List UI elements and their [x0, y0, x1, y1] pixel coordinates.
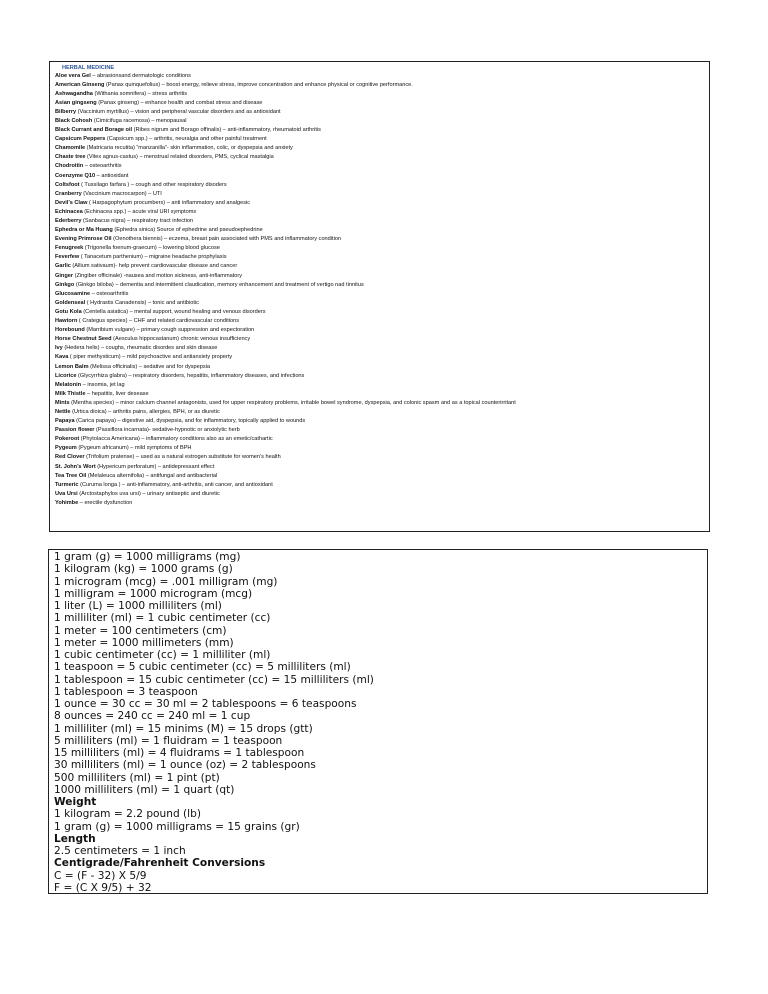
herb-entry	[55, 217, 709, 226]
herb-description: (Pygeum africanum) – mild symptoms of BPH	[76, 445, 192, 452]
herb-name: Black Currant and Borage oil	[55, 127, 133, 134]
herb-name: Chamomile	[55, 145, 86, 152]
herb-name: Coltsfoot	[55, 181, 80, 188]
herb-description: (Panax quinquefolius) – boost energy, relieve stress, improve concentration and enhance physical or cognitive performance.	[104, 81, 413, 88]
unit-conversion-line: 1000 milliliters (ml) = 1 quart (qt)	[54, 783, 235, 796]
herb-description: (Vitex agnus-castus) – menstrual related disorders, PMS, cyclical mastalgia	[85, 154, 274, 161]
herb-name: Milk Thistle	[55, 390, 86, 397]
herb-name: Ephedra or Ma Huang	[55, 227, 113, 234]
herb-description: (Trigonella foenum-graecum) – lowering blood glucose	[83, 245, 220, 252]
unit-conversion-line: 1 kilogram = 2.2 pound (lb)	[54, 808, 201, 821]
herb-entry	[55, 208, 709, 217]
herb-description: (Sanbacus nigra) – respiratory tract infection	[81, 218, 194, 224]
unit-list	[54, 551, 707, 894]
herb-entry	[55, 453, 709, 462]
herb-entry	[55, 72, 709, 81]
herb-name: Tea Tree Oil	[55, 472, 87, 479]
herb-name: Chodroitin	[55, 163, 84, 170]
herb-name: Fenugreek	[55, 245, 84, 252]
herb-entry	[55, 290, 709, 299]
herb-entry	[55, 253, 709, 262]
herb-description: ( Hydrastis Canadensis) – tonic and antibiotic	[85, 299, 199, 306]
herb-name: Aloe vera Gel	[55, 72, 91, 79]
unit-conversion-line: 1 gram (g) = 1000 milligrams = 15 grains (gr)	[54, 820, 300, 833]
herb-name: Kava	[55, 354, 69, 361]
herb-entry	[55, 481, 709, 490]
herb-name: Ginkgo	[55, 281, 75, 288]
herb-description: (Ephedra sinica) Source of ephedrine and pseudoephedrine	[112, 227, 263, 234]
herb-entry	[55, 81, 709, 90]
unit-conversion-line: 8 ounces = 240 cc = 240 ml = 1 cup	[54, 710, 251, 723]
herb-description: (Urtica dioica) – arthritis pains, allergies, BPH, or as diuretic	[70, 408, 220, 415]
herb-description: (Melissa officinalis) – sedative and for dyspepsia	[88, 363, 211, 370]
herb-entry	[55, 372, 709, 381]
herb-entry	[55, 262, 709, 271]
herb-name: Bilberry	[55, 108, 77, 115]
herb-entry	[55, 381, 709, 390]
herb-entry	[55, 390, 709, 399]
herb-name: Licorice	[55, 372, 77, 379]
herb-name: Feverfew	[55, 254, 80, 261]
herb-description: – osteoarthritis	[90, 290, 129, 297]
herb-name: Goldenseal	[55, 299, 86, 306]
herb-name: Black Cohosh	[55, 117, 93, 124]
herb-name: Yohimbe	[55, 499, 79, 506]
herb-entry	[55, 108, 709, 117]
unit-conversion-line: 1 meter = 1000 millimeters (mm)	[54, 636, 234, 649]
herb-entry	[55, 499, 709, 508]
herb-entry	[55, 363, 709, 372]
herb-name: Ginger	[55, 272, 74, 279]
herb-name: Cranberry	[55, 190, 82, 197]
herb-description: (Oenothera biennis) – eczema, breast pain associated with PMS and inflammatory condition	[111, 236, 342, 243]
herb-name: Ivy	[55, 345, 63, 352]
herb-name: Red Clover	[55, 454, 85, 461]
herb-name: Echinacea	[55, 208, 83, 215]
herb-description: ( Tussilago farfara ) – cough and other respiratory disoders	[79, 181, 227, 188]
herb-name: Ederberry	[55, 218, 82, 224]
unit-conversion-box	[48, 549, 708, 894]
herb-description: (Withania somnifera) – stress arthritis	[92, 90, 188, 97]
herb-name: Lemon Balm	[55, 363, 89, 370]
herb-name: St. John’s Wort	[55, 463, 96, 470]
herb-description: (Matricaria recutita) “manzanilla”- skin inflammation, colic, or dyspepsia and anxiety	[85, 145, 293, 152]
herb-entry	[55, 353, 709, 362]
herb-name: Pokeroot	[55, 436, 80, 443]
herb-name: American Ginseng	[55, 81, 105, 88]
herb-entry	[55, 472, 709, 481]
unit-conversion-line: 1 teaspoon = 5 cubic centimeter (cc) = 5 milliliters (ml)	[54, 661, 351, 674]
herb-name: Nettle	[55, 408, 71, 415]
unit-conversion-line: 1 gram (g) = 1000 milligrams (mg)	[54, 551, 241, 563]
herb-description: ( Harpagophytum procumbers) – anti inflammatory and analgesic	[87, 199, 251, 206]
unit-section-heading: Weight	[54, 796, 97, 808]
herb-entry	[55, 181, 709, 190]
herb-entry	[55, 162, 709, 171]
herb-description: ( Crategus species) – CHF and related cardiovascular conditions	[77, 318, 240, 325]
herb-entry	[55, 463, 709, 472]
herb-description: (Carica papaya) – digestive aid, dyspepsia, and for inflammatory, topically applied to wounds	[74, 418, 306, 425]
herb-entry	[55, 444, 709, 453]
herb-entry	[55, 117, 709, 126]
herb-name: Evening Primrose Oil	[55, 236, 112, 243]
unit-conversion-line: 1 cubic centimeter (cc) = 1 milliliter (ml)	[54, 649, 271, 661]
herb-description: (Allium sativaum)- help prevent cardiovascular disease and cancer	[70, 263, 238, 270]
herb-entry	[55, 153, 709, 162]
herbal-heading: HERBAL MEDICINE	[62, 65, 115, 71]
herb-entry	[55, 308, 709, 317]
herb-description: (Arctostaphylos uva ursi) – urinary antiseptic and diuretic	[77, 490, 220, 497]
herb-entry	[55, 490, 709, 499]
herb-name: Melatonin	[55, 381, 82, 388]
herb-description: (Ginkgo biloba) – dementia and intermittent claudication, memory enhancement and treatment of vertigo nad tinnitus	[74, 281, 364, 288]
herb-entry	[55, 144, 709, 153]
herb-name: Hawtorn	[55, 318, 78, 325]
herb-description: (Mentha species) – minor calcium channel antagonists, used for upper respiratory problems, irritable bowel syndrome, dyspepsia, and colonic spasm and as a topical counterirritant	[69, 399, 516, 406]
unit-conversion-line: 2.5 centimeters = 1 inch	[54, 845, 186, 857]
herb-description: ( Tanacetum parthenium) – migraine headache prophylaxis	[79, 254, 227, 261]
herb-name: Asian gingseng	[55, 99, 97, 106]
herb-entry	[55, 199, 709, 208]
herb-entry	[55, 126, 709, 135]
herb-entry	[55, 244, 709, 253]
herb-description: (Glycyrrhiza glabra) – respiratory disorders, hepatitis, inflammatory diseases, and infections	[76, 372, 305, 379]
herb-name: Coenzyme Q10	[55, 172, 96, 179]
herb-description: – osteoarthritis	[83, 163, 122, 170]
herb-name: Mints	[55, 399, 70, 406]
herb-entry	[55, 281, 709, 290]
herb-name: Ashwagandha	[55, 90, 93, 97]
herb-entry	[55, 190, 709, 199]
herb-description: (Hedera helix) – coughs, rheumatic disordes and skin disease	[62, 345, 218, 352]
herb-entry	[55, 299, 709, 308]
unit-conversion-line: 1 microgram (mcg) = .001 milligram (mg)	[54, 575, 278, 588]
herb-entry	[55, 90, 709, 99]
unit-conversion-line: 1 ounce = 30 cc = 30 ml = 2 tablespoons = 6 teaspoons	[54, 698, 357, 710]
unit-conversion-line: 1 milliliter (ml) = 1 cubic centimeter (cc)	[54, 612, 271, 625]
herb-list	[55, 72, 709, 509]
unit-conversion-line: 5 milliliters (ml) = 1 fluidram = 1 teaspoon	[54, 734, 283, 747]
herb-entry	[55, 435, 709, 444]
herb-entry	[55, 408, 709, 417]
herbal-medicine-box	[49, 61, 710, 532]
herb-entry	[55, 272, 709, 281]
unit-conversion-line: 30 milliliters (ml) = 1 ounce (oz) = 2 tablespoons	[54, 759, 316, 772]
unit-conversion-line: 500 milliliters (ml) = 1 pint (pt)	[54, 771, 220, 784]
unit-conversion-line: C = (F - 32) X 5/9	[54, 869, 147, 882]
herb-description: (Phytolacca Americana) – inflammatory conditions also as an emetic/cathartic	[79, 436, 273, 443]
herb-description: (Capsicum spp.) – arthritis, neuralgia and other painful treatment	[105, 136, 267, 143]
herb-entry	[55, 226, 709, 235]
herb-name: Horebound	[55, 327, 85, 334]
herb-name: Uva Ursi	[55, 490, 78, 497]
herb-entry	[55, 135, 709, 144]
unit-conversion-line: 1 milligram = 1000 microgram (mcg)	[54, 587, 253, 600]
herb-description: (Ribes nigrum and Borago offinalis) – anti-inflammatory, rheumatoid arthritis	[132, 127, 321, 134]
herb-name: Chaste tree	[55, 154, 86, 161]
unit-conversion-line: 1 tablespoon = 3 teaspoon	[54, 685, 198, 698]
herb-description: (Passiflora incarnata)- sedative-hypnotic or anxiolytic herb	[94, 427, 240, 434]
herb-description: (Vaccinium myrtillus) – vision and peripheral vascular disorders and as antioxidant	[76, 108, 281, 115]
herb-description: (Trifolium pratense) – used as a natural estrogen substitute for women’s health	[84, 454, 281, 461]
herb-name: Pygeum	[55, 445, 77, 452]
herb-entry	[55, 344, 709, 353]
unit-conversion-line: 15 milliliters (ml) = 4 fluidrams = 1 tablespoon	[54, 747, 305, 759]
herb-entry	[55, 417, 709, 426]
herb-name: Turmeric	[55, 481, 79, 488]
unit-conversion-line: F = (C X 9/5) + 32	[54, 881, 152, 894]
herb-entry	[55, 399, 709, 408]
herb-description: (Zingiber officinale) -nausea and motion sickness, anti-inflammatory	[73, 272, 243, 279]
herb-name: Garlic	[55, 263, 71, 270]
herb-description: (Echinacea spp.) – acute viral URI symptoms	[82, 208, 197, 215]
herb-entry	[55, 335, 709, 344]
herb-name: Devil’s Claw	[55, 199, 88, 206]
herb-description: ( piper methysticum) – mild psychoactive and antianxiety property	[68, 354, 233, 361]
unit-conversion-line: 1 kilogram (kg) = 1000 grams (g)	[54, 563, 233, 576]
herb-entry	[55, 235, 709, 244]
herb-entry	[55, 317, 709, 326]
herb-description: – erectile dysfunction	[78, 499, 133, 506]
herb-name: Papaya	[55, 418, 75, 425]
herb-description: – hepatitis, liver desease	[85, 390, 149, 397]
herb-name: Glucosamine	[55, 290, 91, 297]
herb-description: – abrasionsand dermatologic conditions	[90, 72, 191, 79]
herb-description: (Hypericum perforatum) – antidepressant effect	[95, 463, 215, 470]
herb-description: (Melaleuca alternifolia) – antifungal and antibacterial	[86, 472, 218, 479]
herb-description: – antioxidant	[95, 172, 129, 179]
herb-entry	[55, 426, 709, 435]
herb-description: – insomia, jet lag	[81, 381, 125, 388]
herb-entry	[55, 99, 709, 108]
herb-entry	[55, 172, 709, 181]
unit-conversion-line: 1 meter = 100 centimeters (cm)	[54, 624, 227, 637]
herb-description: (Vaccinium macrocarpon) – UTI	[81, 190, 162, 197]
unit-section-heading: Length	[54, 832, 96, 845]
unit-conversion-line: 1 tablespoon = 15 cubic centimeter (cc) = 15 milliliters (ml)	[54, 673, 374, 686]
herb-name: Gotu Kola	[55, 308, 82, 315]
herb-description: (Curuma longa ) – anti-inflammatory, anti-arthritis, anti cancer, and antioxidant	[78, 481, 273, 488]
herb-description: (Aesculus hippocastanum) chronic venous insufficiency	[111, 336, 251, 343]
unit-section-heading: Centigrade/Fahrenheit Conversions	[54, 857, 266, 870]
herb-name: Horse Chestnut Seed	[55, 336, 112, 343]
herb-entry	[55, 326, 709, 335]
herb-description: (Cimicifuga racemosa) – menopausal	[92, 117, 187, 124]
herb-description: (Panax ginseng) – enhance health and combat stress and disease	[96, 99, 263, 106]
herb-name: Capsicum Peppers	[55, 136, 106, 143]
unit-conversion-line: 1 milliliter (ml) = 15 minims (M) = 15 drops (gtt)	[54, 722, 313, 735]
unit-conversion-line: 1 liter (L) = 1000 milliliters (ml)	[54, 600, 222, 612]
herb-name: Passion flower	[55, 427, 95, 434]
herb-description: (Marribium vulgare) – primary cough suppression and expectoration	[84, 327, 255, 334]
herb-description: (Centella asiatica) – mental support, wound healing and venous disorders	[81, 308, 266, 315]
